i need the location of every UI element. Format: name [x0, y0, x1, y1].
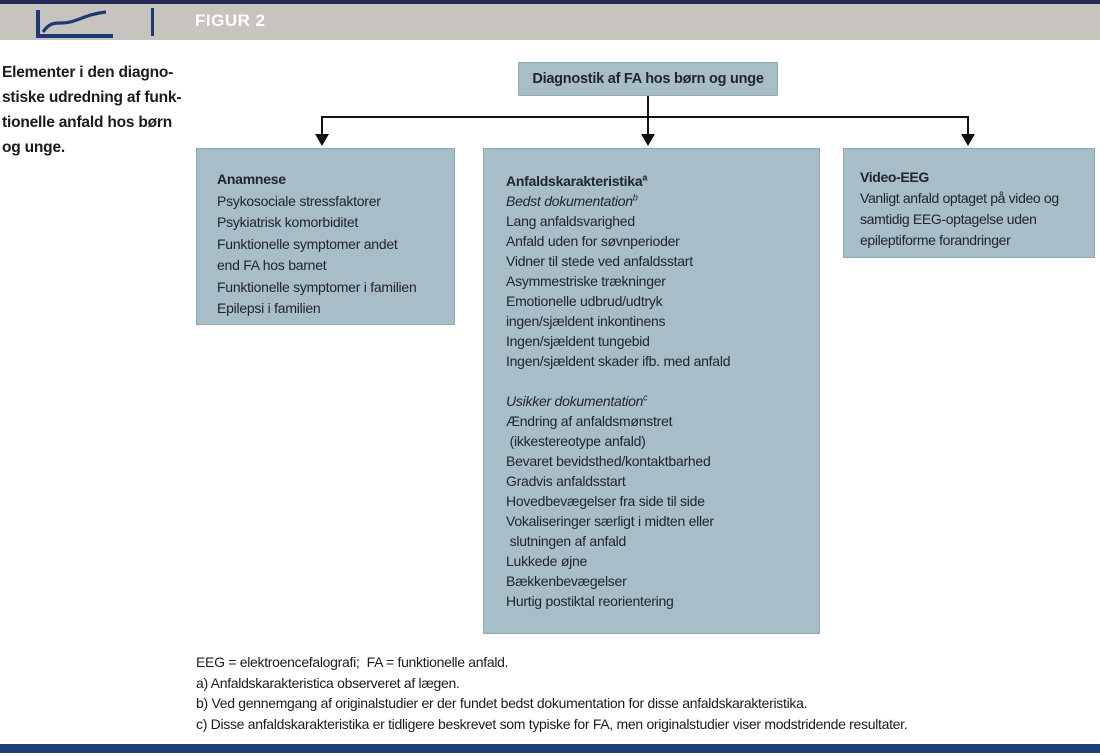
- box-title: [506, 171, 811, 191]
- arrowhead-center: [641, 134, 655, 146]
- box-line: samtidig EEG-optagelse uden: [860, 211, 1037, 227]
- box-line: Ændring af anfaldsmønstret: [506, 413, 673, 429]
- footnote-c: c) Disse anfaldskarakteristika er tidligere beskrevet som typiske for FA, men originalstudier viser modstridende resultater.: [196, 716, 908, 733]
- box-line: end FA hos barnet: [217, 257, 327, 273]
- section-heading-text: Usikker dokumentation: [506, 393, 644, 409]
- box-line: Psykiatrisk komorbiditet: [217, 214, 359, 230]
- box-line: Lang anfaldsvarighed: [506, 213, 635, 229]
- box-line: Vidner til stede ved anfaldsstart: [506, 253, 693, 269]
- box-line: ingen/sjældent inkontinens: [506, 313, 666, 329]
- superscript-c: c: [643, 392, 648, 403]
- box-title: Anamnese: [217, 171, 286, 187]
- box-line: Gradvis anfaldsstart: [506, 473, 626, 489]
- box-line: Funktionelle symptomer andet: [217, 235, 398, 252]
- figure-caption: [2, 60, 202, 160]
- connector-drop-right: [967, 117, 969, 135]
- box-line: Bevaret bevidsthed/kontaktbarhed: [506, 453, 711, 469]
- connector-drop-left: [321, 117, 323, 135]
- arrowhead-left: [315, 134, 329, 146]
- box-line: Emotionelle udbrud/udtryk: [506, 293, 663, 309]
- figure-label: FIGUR 2: [195, 11, 266, 30]
- figure-header: [0, 4, 1100, 40]
- box-line: Bækkenbevægelser: [506, 573, 627, 589]
- box-line: Vokaliseringer særligt i midten eller: [506, 513, 714, 529]
- section-heading-uncertain-documentation: [506, 391, 811, 411]
- footnote-b: b) Ved gennemgang af originalstudier er der fundet bedst dokumentation for disse anfaldskarakteristika.: [196, 695, 808, 712]
- box-line: Funktionelle symptomer i familien: [217, 278, 417, 295]
- superscript-a: a: [642, 172, 648, 183]
- box-anamnese: [196, 148, 455, 325]
- section-heading-best-documentation: [506, 191, 811, 211]
- box-line: Lukkede øjne: [506, 553, 588, 569]
- arrowhead-right: [961, 134, 975, 146]
- box-line: Epilepsi i familien: [217, 300, 321, 316]
- connector-drop-center: [647, 117, 649, 135]
- box-line: slutningen af anfald: [506, 533, 627, 549]
- caption-line: tionelle anfald hos børn: [2, 114, 173, 131]
- connector-horizontal: [321, 116, 969, 118]
- caption-line: og unge.: [2, 139, 65, 156]
- root-box-diagnostik: Diagnostik af FA hos børn og unge: [518, 62, 778, 96]
- header-divider: [151, 8, 154, 36]
- box-video-eeg: [843, 148, 1095, 258]
- caption-line: Elementer i den diagno-: [2, 64, 174, 81]
- connector-vertical-top: [647, 96, 649, 117]
- footnotes: [196, 652, 907, 735]
- line-chart-icon: [34, 9, 116, 39]
- footnote-a: a) Anfaldskarakteristica observeret af lægen.: [196, 674, 460, 691]
- box-line: Ingen/sjældent skader ifb. med anfald: [506, 353, 731, 369]
- box-line: epileptiforme forandringer: [860, 232, 1011, 248]
- box-line: (ikkestereotype anfald): [506, 433, 646, 449]
- box-line: Anfald uden for søvnperioder: [506, 233, 680, 249]
- box-line: Ingen/sjældent tungebid: [506, 333, 650, 349]
- caption-line: stiske udredning af funk-: [2, 89, 182, 106]
- box-anfaldskarakteristika: [483, 148, 820, 634]
- box-line: Asymmestriske trækninger: [506, 273, 666, 289]
- section-heading-text: Bedst dokumentation: [506, 193, 633, 209]
- box-line: Hurtig postiktal reorientering: [506, 593, 674, 609]
- footnote-abbreviations: EEG = elektroencefalografi; FA = funktionelle anfald.: [196, 654, 509, 670]
- box-line: Hovedbevægelser fra side til side: [506, 493, 705, 509]
- box-title: Video-EEG: [860, 169, 929, 185]
- box-line: Vanligt anfald optaget på video og: [860, 190, 1059, 206]
- bottom-rule: [0, 744, 1100, 753]
- box-line: Psykosociale stressfaktorer: [217, 192, 381, 209]
- box-title-text: Anfaldskarakteristika: [506, 173, 643, 189]
- superscript-b: b: [632, 192, 638, 203]
